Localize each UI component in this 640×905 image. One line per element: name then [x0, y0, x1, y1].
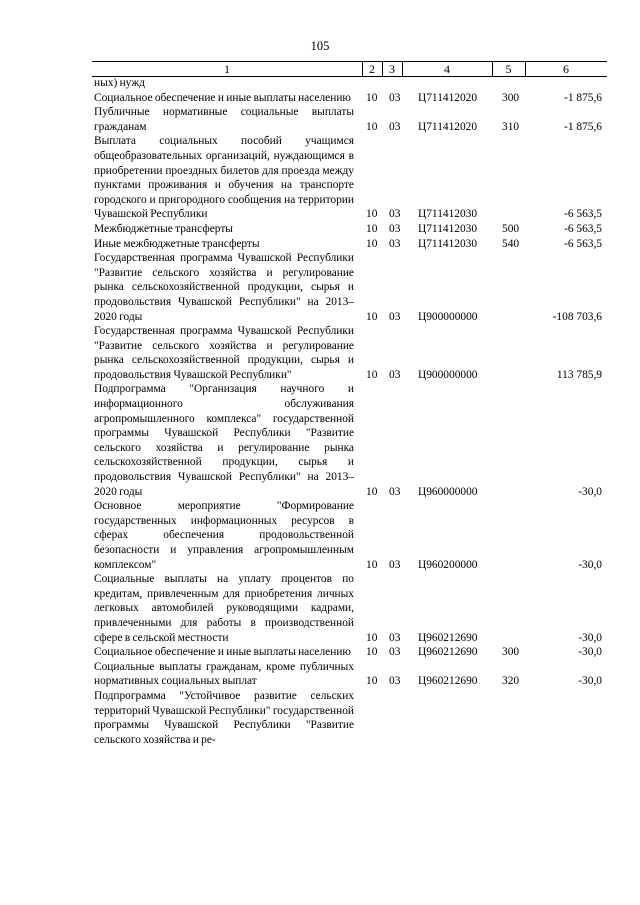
row-section: 10	[366, 646, 378, 659]
row-name: Подпрограмма "Организация научного и информационного обслуживания агропромышленного комплекса" государственной программы Чувашской Республики "Развитие сельского хозяйства и регулирование рынка сельскохозяйственной продукции, сырья и продовольствия Чувашской Республики" на 2013–2020 годы	[94, 383, 354, 498]
row-name: Социальные выплаты на уплату процентов по кредитам, привлеченным для приобретения личных легковых автомобилей руководящими кадрами, привлеченными для работы в производственной сфере в сельской местности	[94, 573, 354, 644]
row-amount: -6 563,5	[564, 208, 602, 221]
row-amount: -30,0	[578, 646, 602, 659]
table-row	[0, 251, 640, 324]
row-name: Государственная программа Чувашской Республики "Развитие сельского хозяйства и регулирование рынка сельскохозяйственной продукции, сырья и продовольствия Чувашской Республики"	[94, 325, 354, 381]
header-col-5: 5	[505, 62, 512, 76]
row-expense-type: 300	[502, 91, 520, 104]
table-row	[0, 382, 640, 499]
table-row	[0, 645, 640, 660]
row-expense-type: 310	[502, 120, 520, 133]
row-section: 10	[366, 222, 378, 235]
row-target-code: Ц711412030	[418, 222, 478, 235]
table-row	[0, 572, 640, 645]
row-amount: -1 875,6	[564, 120, 602, 133]
row-section: 10	[366, 237, 378, 250]
table-row	[0, 76, 640, 91]
row-name: Подпрограмма "Устойчивое развитие сельских территорий Чувашской Республики" государственной программы Чувашской Республики "Развитие сельского хозяйства и ре-	[94, 689, 354, 746]
header-col-3: 3	[389, 62, 395, 76]
header-col-2: 2	[369, 62, 375, 76]
row-name: Иные межбюджетные трансферты	[94, 237, 260, 250]
row-section: 10	[366, 558, 378, 571]
table-row	[0, 499, 640, 572]
row-name: Социальное обеспечение и иные выплаты населению	[94, 646, 351, 659]
row-subsection: 03	[389, 558, 401, 571]
table-row	[0, 222, 640, 237]
row-amount: -30,0	[578, 485, 602, 498]
row-target-code: Ц960212690	[418, 646, 478, 659]
row-name: Социальное обеспечение и иные выплаты населению	[94, 91, 351, 104]
row-section: 10	[366, 631, 378, 644]
row-target-code: Ц960212690	[418, 675, 478, 688]
table-row	[0, 689, 640, 747]
row-section: 10	[366, 91, 378, 104]
row-subsection: 03	[389, 631, 401, 644]
row-amount: -108 703,6	[552, 310, 602, 323]
row-amount: -6 563,5	[564, 237, 602, 250]
row-amount: -30,0	[578, 675, 602, 688]
row-amount: -30,0	[578, 558, 602, 571]
row-target-code: Ц900000000	[418, 368, 478, 381]
row-target-code: Ц711412020	[418, 120, 478, 133]
table-row	[0, 91, 640, 106]
row-target-code: Ц711412030	[418, 208, 478, 221]
table-row	[0, 105, 640, 134]
row-section: 10	[366, 120, 378, 133]
row-subsection: 03	[389, 675, 401, 688]
table-row	[0, 237, 640, 252]
row-section: 10	[366, 310, 378, 323]
row-subsection: 03	[389, 222, 401, 235]
row-section: 10	[366, 675, 378, 688]
row-subsection: 03	[389, 208, 401, 221]
row-amount: 113 785,9	[556, 368, 602, 381]
table-row	[0, 324, 640, 382]
page-number: 105	[310, 39, 330, 53]
row-name: ных) нужд	[94, 77, 145, 89]
table-header	[92, 61, 607, 77]
row-expense-type: 300	[502, 646, 520, 659]
row-section: 10	[366, 368, 378, 381]
row-section: 10	[366, 208, 378, 221]
row-target-code: Ц711412020	[418, 91, 478, 104]
row-target-code: Ц711412030	[418, 237, 478, 250]
row-subsection: 03	[389, 237, 401, 250]
row-subsection: 03	[389, 368, 401, 381]
row-subsection: 03	[389, 91, 401, 104]
row-subsection: 03	[389, 120, 401, 133]
table-body	[0, 76, 640, 747]
row-subsection: 03	[389, 485, 401, 498]
row-name: Государственная программа Чувашской Республики "Развитие сельского хозяйства и регулирование рынка сельскохозяйственной продукции, сырья и продовольствия Чувашской Республики" на 2013–2020 годы	[94, 252, 354, 323]
row-name: Публичные нормативные социальные выплаты гражданам	[94, 106, 354, 133]
row-amount: -6 563,5	[564, 222, 602, 235]
row-name: Основное мероприятие "Формирование государственных информационных ресурсов в сферах обеспечения продовольственной безопасности и управления агропромышленным комплексом"	[94, 500, 354, 571]
row-amount: -30,0	[578, 631, 602, 644]
row-amount: -1 875,6	[564, 91, 602, 104]
row-section: 10	[366, 485, 378, 498]
header-col-4: 4	[444, 62, 450, 76]
row-name: Межбюджетные трансферты	[94, 222, 233, 235]
row-target-code: Ц960000000	[418, 485, 478, 498]
row-expense-type: 540	[502, 237, 520, 250]
row-expense-type: 320	[502, 675, 520, 688]
row-target-code: Ц960212690	[418, 631, 478, 644]
header-col-6: 6	[563, 62, 569, 76]
table-row	[0, 660, 640, 689]
row-expense-type: 500	[502, 222, 520, 235]
row-name: Социальные выплаты гражданам, кроме публичных нормативных социальных выплат	[94, 660, 354, 688]
table-row	[0, 134, 640, 222]
header-col-1: 1	[224, 62, 230, 76]
row-target-code: Ц960200000	[418, 558, 478, 571]
row-target-code: Ц900000000	[418, 310, 478, 323]
row-subsection: 03	[389, 646, 401, 659]
row-subsection: 03	[389, 310, 401, 323]
row-name: Выплата социальных пособий учащимся общеобразовательных организаций, нуждающимся в приобретении проездных билетов для проезда между пунктами проживания и обучения на транспорте городского и пригородного сообщения на территории Чувашской Республики	[94, 135, 354, 221]
